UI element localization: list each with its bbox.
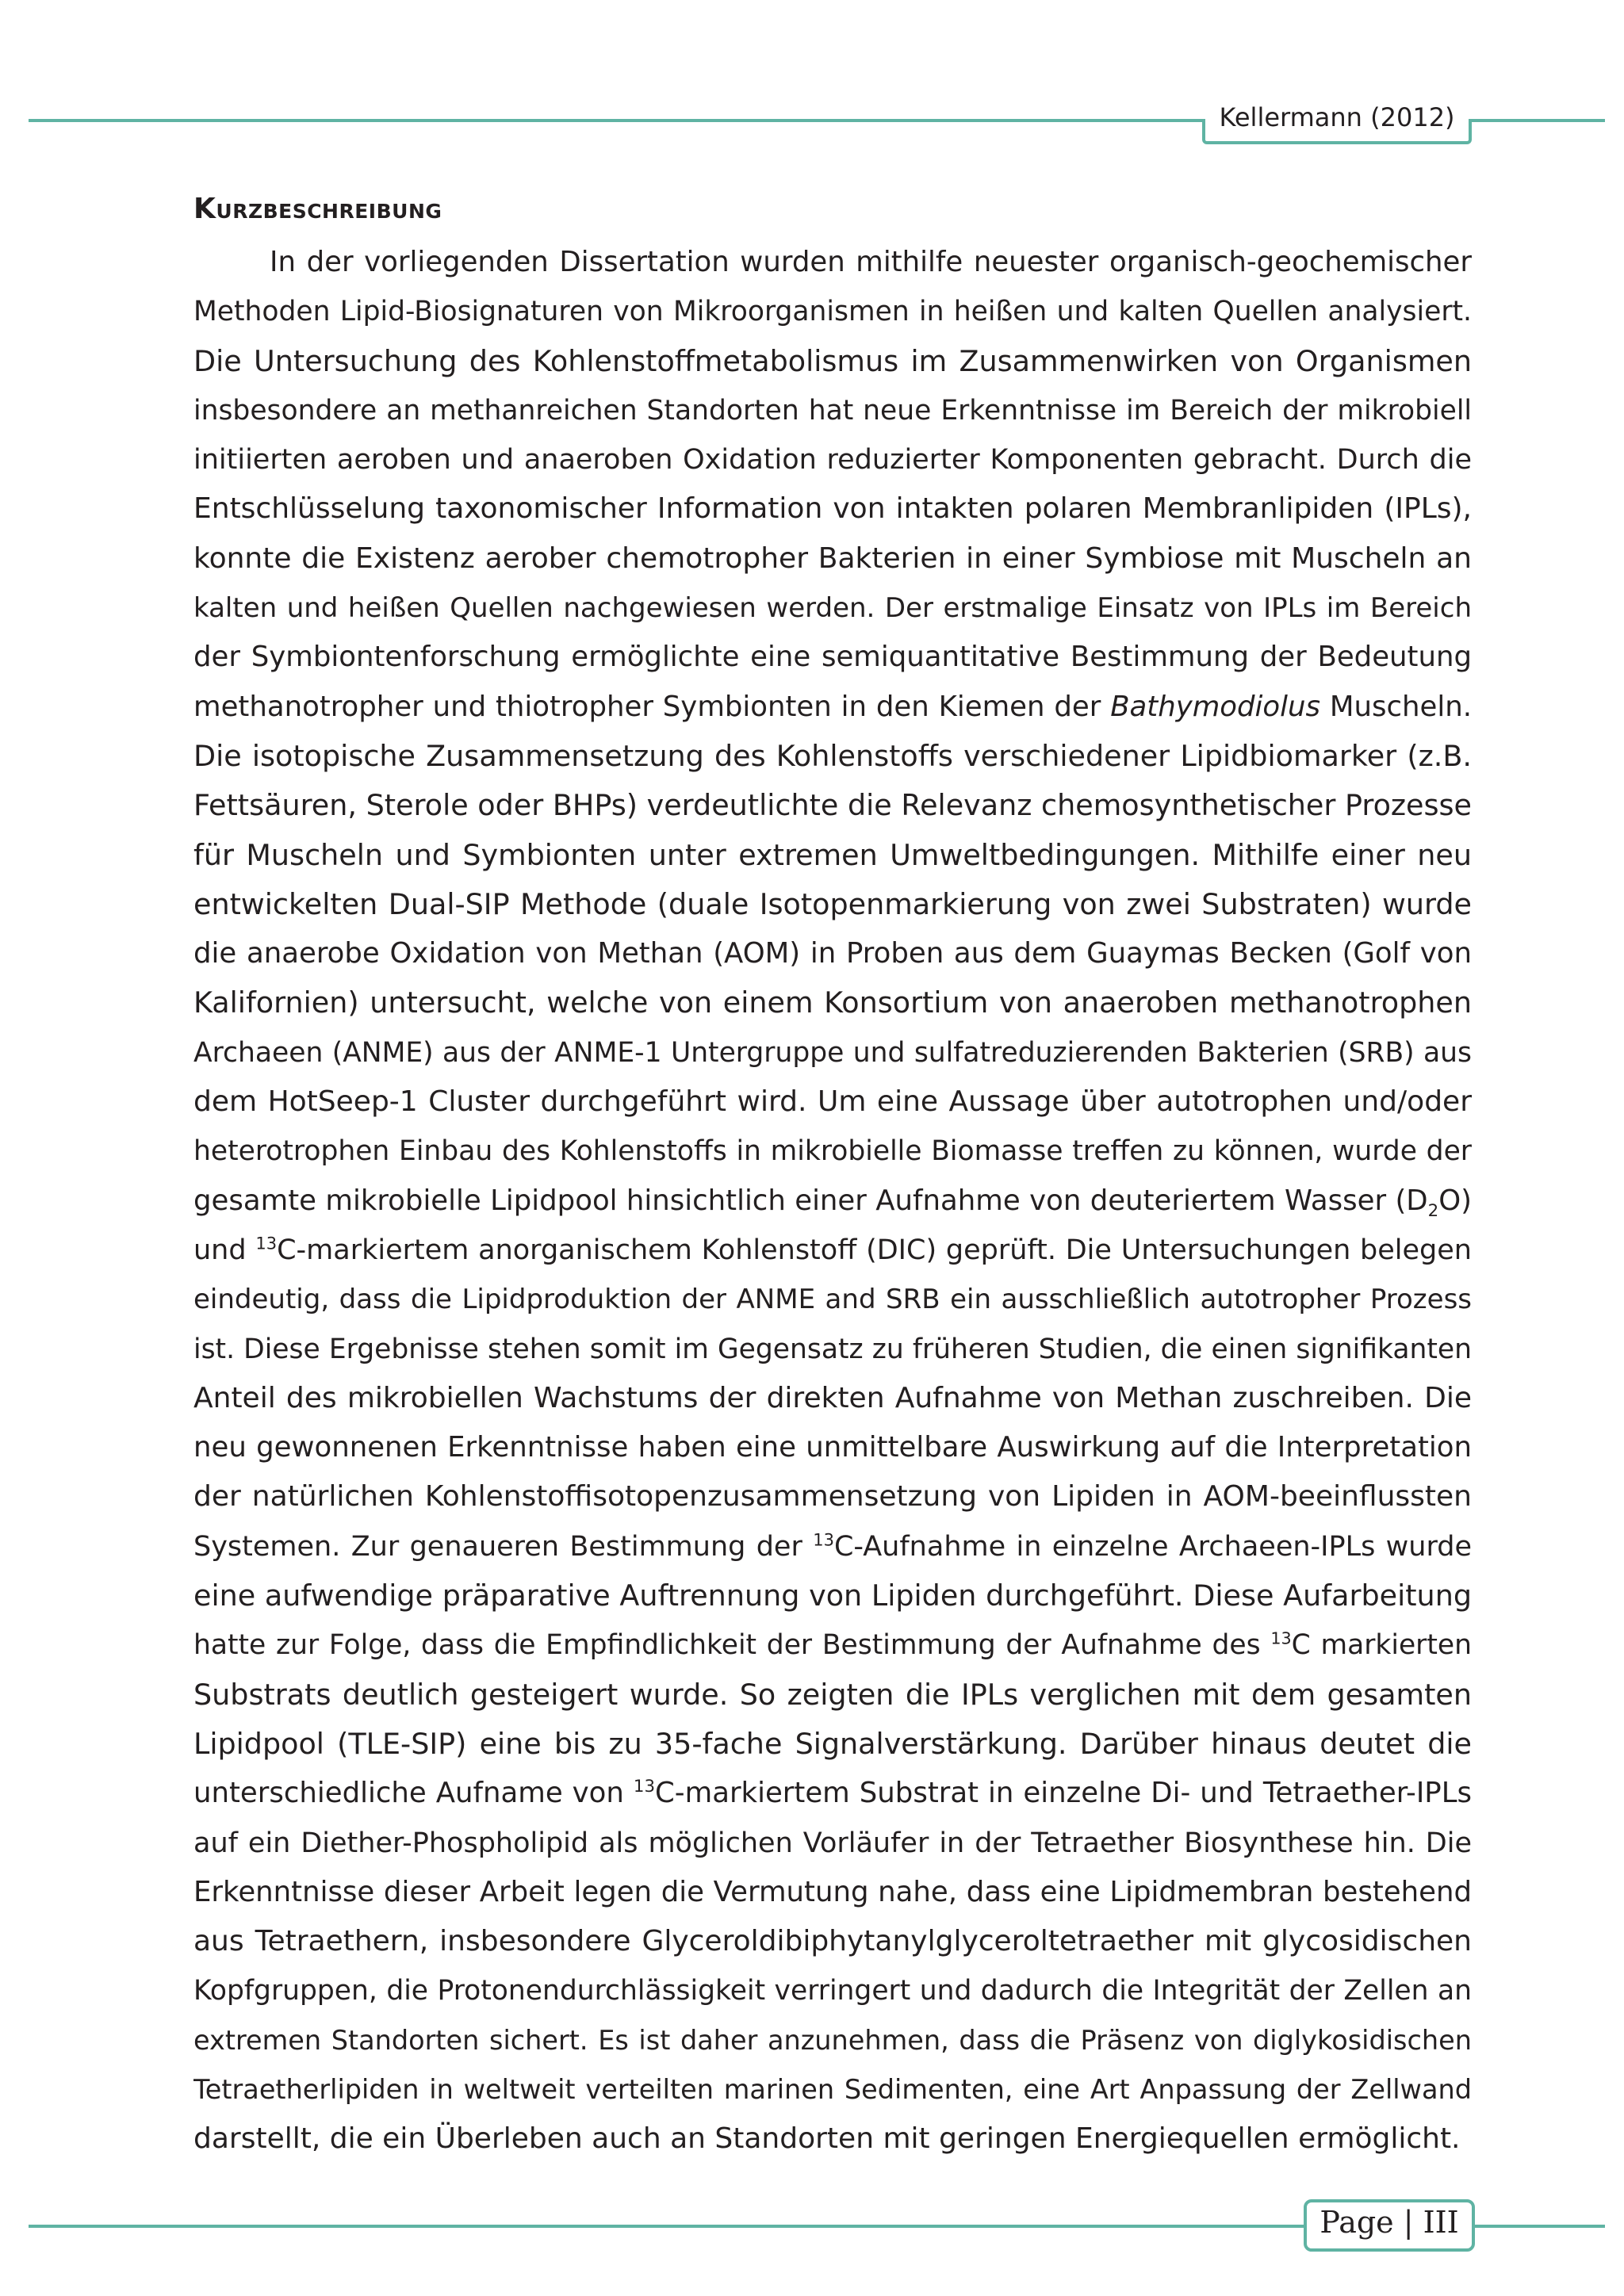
abstract-line: konnte die Existenz aerober chemotropher Bakterien in einer Symbiose mit Muscheln an [193, 541, 1472, 575]
line-text: hatte zur Folge, dass die Empfindlichkeit der Bestimmung der Aufnahme des [193, 1629, 1271, 1662]
running-header-author-year: Kellermann (2012) [1219, 102, 1455, 132]
abstract-line: heterotrophen Einbau des Kohlenstoffs in mikrobielle Biomasse treffen zu können, wurde der [193, 1135, 1472, 1168]
abstract-line: insbesondere an methanreichen Standorten hat neue Erkenntnisse im Bereich der mikrobiell [193, 394, 1472, 427]
abstract-line [193, 1522, 1472, 1571]
abstract-line: aus Tetraethern, insbesondere Glyceroldibiphytanylglyceroltetraether mit glycosidischen [193, 1925, 1472, 1958]
abstract-line: eine aufwendige präparative Auftrennung von Lipiden durchgeführt. Diese Aufarbeitung [193, 1578, 1472, 1613]
abstract-line: Methoden Lipid-Biosignaturen von Mikroorganismen in heißen und kalten Quellen analysiert. [193, 296, 1472, 328]
abstract-body [193, 238, 1472, 2164]
abstract-line: die anaerobe Oxidation von Methan (AOM) in Proben aus dem Guaymas Becken (Golf von [193, 937, 1472, 970]
section-heading: Kurzbeschreibung [193, 193, 442, 225]
isotope-superscript: 13 [633, 1777, 656, 1797]
species-name: Bathymodiolus [1110, 690, 1320, 723]
abstract-line: Die Untersuchung des Kohlenstoffmetabolismus im Zusammenwirken von Organismen [193, 343, 1472, 378]
line-text: gesamte mikrobielle Lipidpool hinsichtlich einer Aufnahme von deuteriertem Wasser (D [193, 1184, 1428, 1217]
abstract-line: auf ein Diether-Phospholipid als möglichen Vorläufer in der Tetraether Biosynthese hin. Die [193, 1827, 1472, 1859]
abstract-line: Entschlüsselung taxonomischer Information von intakten polaren Membranlipiden (IPLs), [193, 492, 1472, 526]
abstract-line: darstellt, die ein Überleben auch an Standorten mit geringen Energiequellen ermöglicht. [193, 2122, 1461, 2156]
abstract-line: der natürlichen Kohlenstoffisotopenzusammensetzung von Lipiden in AOM-beeinflussten [193, 1480, 1472, 1513]
abstract-line: Kalifornien) untersucht, welche von einem Konsortium von anaeroben methanotrophen [193, 985, 1472, 1020]
abstract-line: initiierten aeroben und anaeroben Oxidation reduzierter Komponenten gebracht. Durch die [193, 444, 1472, 476]
line-text: O) [1438, 1184, 1472, 1217]
abstract-line: entwickelten Dual-SIP Methode (duale Isotopenmarkierung von zwei Substraten) wurde [193, 886, 1472, 921]
abstract-line: für Muscheln und Symbionten unter extremen Umweltbedingungen. Mithilfe einer neu [193, 837, 1472, 872]
line-text: C-markiertem Substrat in einzelne Di- und Tetraether-IPLs [655, 1777, 1472, 1810]
abstract-line [193, 1177, 1472, 1226]
header-rule-left [29, 119, 1205, 122]
abstract-line: eindeutig, dass die Lipidproduktion der ANME and SRB ein ausschließlich autotropher Prozess [193, 1284, 1472, 1316]
line-text: Systemen. Zur genaueren Bestimmung der [193, 1530, 814, 1563]
abstract-line: Erkenntnisse dieser Arbeit legen die Vermutung nahe, dass eine Lipidmembran bestehend [193, 1875, 1472, 1908]
abstract-line: kalten und heißen Quellen nachgewiesen werden. Der erstmalige Einsatz von IPLs im Bereich [193, 592, 1472, 625]
abstract-line: Substrats deutlich gesteigert wurde. So zeigten die IPLs verglichen mit dem gesamten [193, 1677, 1472, 1712]
abstract-line: Lipidpool (TLE-SIP) eine bis zu 35-fache Signalverstärkung. Darüber hinaus deutet die [193, 1726, 1472, 1761]
abstract-line: extremen Standorten sichert. Es ist daher anzunehmen, dass die Präsenz von diglykosidischen [193, 2024, 1472, 2056]
abstract-line [193, 1226, 1472, 1275]
page-number: Page | III [1320, 2205, 1459, 2240]
abstract-line [193, 683, 1472, 732]
footer-rule-left [29, 2225, 1307, 2228]
line-text: unterschiedliche Aufname von [193, 1777, 634, 1810]
header-rule-right [1469, 119, 1605, 122]
abstract-line: neu gewonnenen Erkenntnisse haben eine unmittelbare Auswirkung auf die Interpretation [193, 1431, 1472, 1464]
abstract-line: Fettsäuren, Sterole oder BHPs) verdeutlichte die Relevanz chemosynthetischer Prozesse [193, 788, 1472, 823]
abstract-line: Tetraetherlipiden in weltweit verteilten marinen Sedimenten, eine Art Anpassung der Zellwand [193, 2073, 1472, 2105]
abstract-line: Archaeen (ANME) aus der ANME-1 Untergruppe und sulfatreduzierenden Bakterien (SRB) aus [193, 1036, 1472, 1069]
line-text: Muscheln. [1320, 690, 1472, 723]
abstract-line: Die isotopische Zusammensetzung des Kohlenstoffs verschiedener Lipidbiomarker (z.B. [193, 738, 1472, 773]
isotope-superscript: 13 [255, 1234, 278, 1253]
abstract-line: Kopfgruppen, die Protonendurchlässigkeit verringert und dadurch die Integrität der Zellen an [193, 1975, 1472, 2007]
formula-subscript: 2 [1427, 1200, 1439, 1221]
abstract-line [193, 1769, 1472, 1818]
line-text: C markierten [1291, 1629, 1472, 1662]
line-text: C-markiertem anorganischem Kohlenstoff (DIC) geprüft. Die Untersuchungen belegen [277, 1234, 1472, 1266]
abstract-line: der Symbiontenforschung ermöglichte eine semiquantitative Bestimmung der Bedeutung [193, 641, 1472, 674]
abstract-line [193, 1621, 1472, 1670]
isotope-superscript: 13 [1270, 1628, 1292, 1648]
line-text: und [193, 1234, 256, 1266]
line-text: C-Aufnahme in einzelne Archaeen-IPLs wurde [833, 1530, 1472, 1563]
abstract-line: Anteil des mikrobiellen Wachstums der direkten Aufnahme von Methan zuschreiben. Die [193, 1381, 1472, 1414]
abstract-line: In der vorliegenden Dissertation wurden mithilfe neuester organisch-geochemischer [270, 246, 1472, 278]
footer-rule-right [1472, 2225, 1605, 2228]
line-text: methanotropher und thiotropher Symbionten in den Kiemen der [193, 690, 1111, 723]
isotope-superscript: 13 [813, 1530, 834, 1550]
abstract-line: dem HotSeep-1 Cluster durchgeführt wird. Um eine Aussage über autotrophen und/oder [193, 1085, 1472, 1119]
abstract-line: ist. Diese Ergebnisse stehen somit im Gegensatz zu früheren Studien, die einen signifikanten [193, 1333, 1472, 1365]
